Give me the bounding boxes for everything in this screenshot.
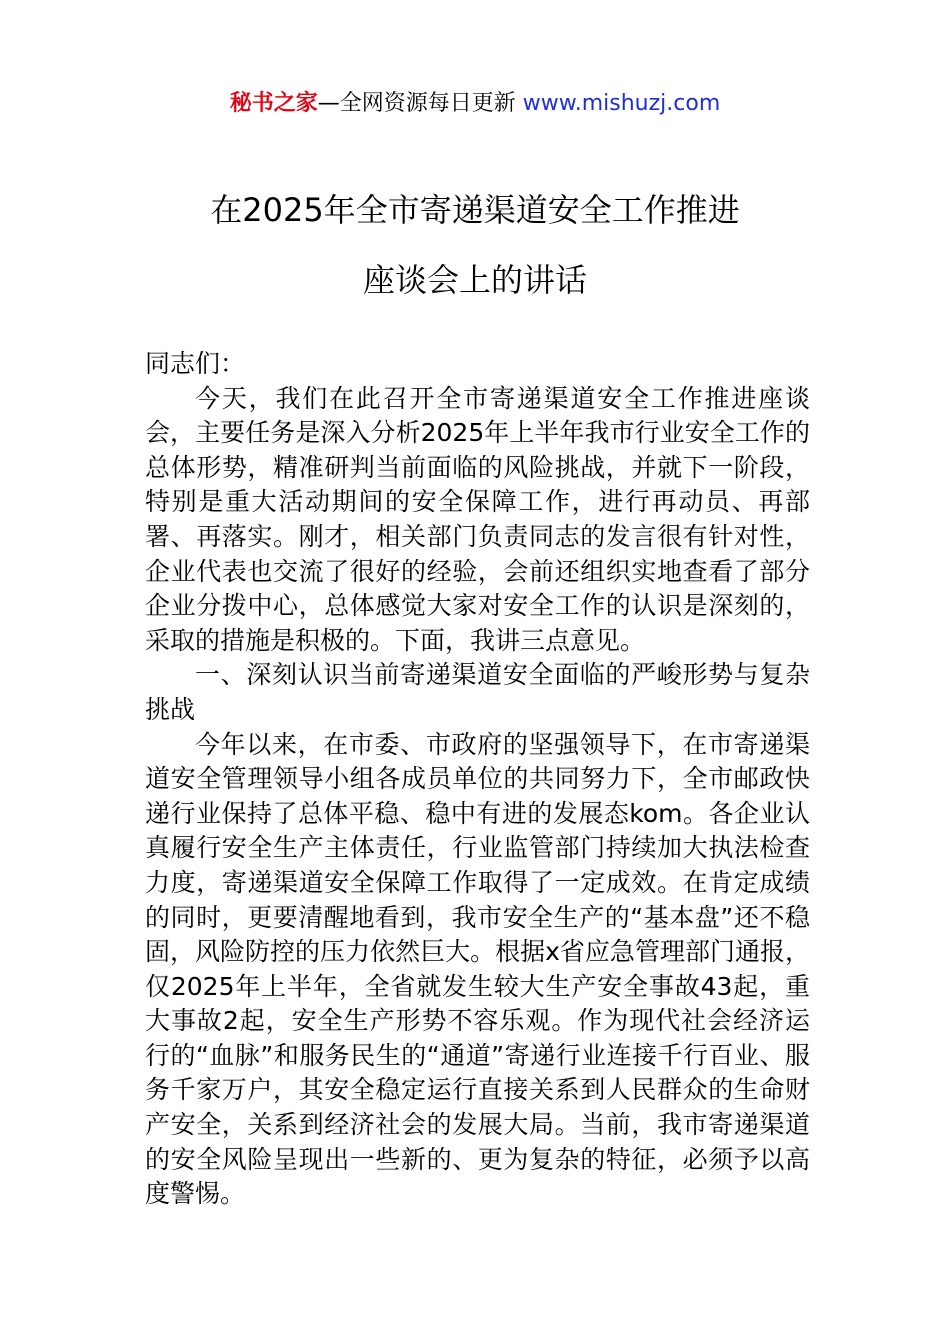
document-body xyxy=(145,347,810,1212)
site-header xyxy=(0,88,950,120)
paragraph-opening: 今天，我们在此召开全市寄递渠道安全工作推进座谈会，主要任务是深入分析2025年上半年我市行业安全工作的总体形势，精准研判当前面临的风险挑战，并就下一阶段，特别是重大活动期间的安全保障工作，进行再动员、再部署、再落实。刚才，相关部门负责同志的发言很有针对性，企业代表也交流了很好的经验，会前还组织实地查看了部分企业分拨中心，总体感觉大家对安全工作的认识是深刻的，采取的措施是积极的。下面，我讲三点意见。 xyxy=(145,383,810,655)
site-slogan: —全网资源每日更新 xyxy=(317,91,523,116)
document-title-line-2: 座谈会上的讲话 xyxy=(362,261,587,299)
site-brand: 秘书之家 xyxy=(229,91,318,116)
site-url-link[interactable]: www.mishuzj.com xyxy=(522,91,721,116)
document-title-line-1: 在2025年全市寄递渠道安全工作推进 xyxy=(210,191,740,229)
section-heading-1: 一、深刻认识当前寄递渠道安全面临的严峻形势与复杂挑战 xyxy=(145,660,810,724)
salutation: 同志们： xyxy=(145,349,246,378)
paragraph-situation: 今年以来，在市委、市政府的坚强领导下，在市寄递渠道安全管理领导小组各成员单位的共同努力下，全市邮政快递行业保持了总体平稳、稳中有进的发展态kom。各企业认真履行安全生产主体责任，行业监管部门持续加大执法检查力度，寄递渠道安全保障工作取得了一定成效。在肯定成绩的同时，更要清醒地看到，我市安全生产的“基本盘”还不稳固，风险防控的压力依然巨大。根据x省应急管理部门通报，仅2025年上半年，全省就发生较大生产安全事故43起，重大事故2起，安全生产形势不容乐观。作为现代社会经济运行的“血脉”和服务民生的“通道”寄递行业连接千行百业、服务千家万户，其安全稳定运行直接关系到人民群众的生命财产安全，关系到经济社会的发展大局。当前，我市寄递渠道的安全风险呈现出一些新的、更为复杂的特征，必须予以高度警惕。 xyxy=(145,729,810,1209)
